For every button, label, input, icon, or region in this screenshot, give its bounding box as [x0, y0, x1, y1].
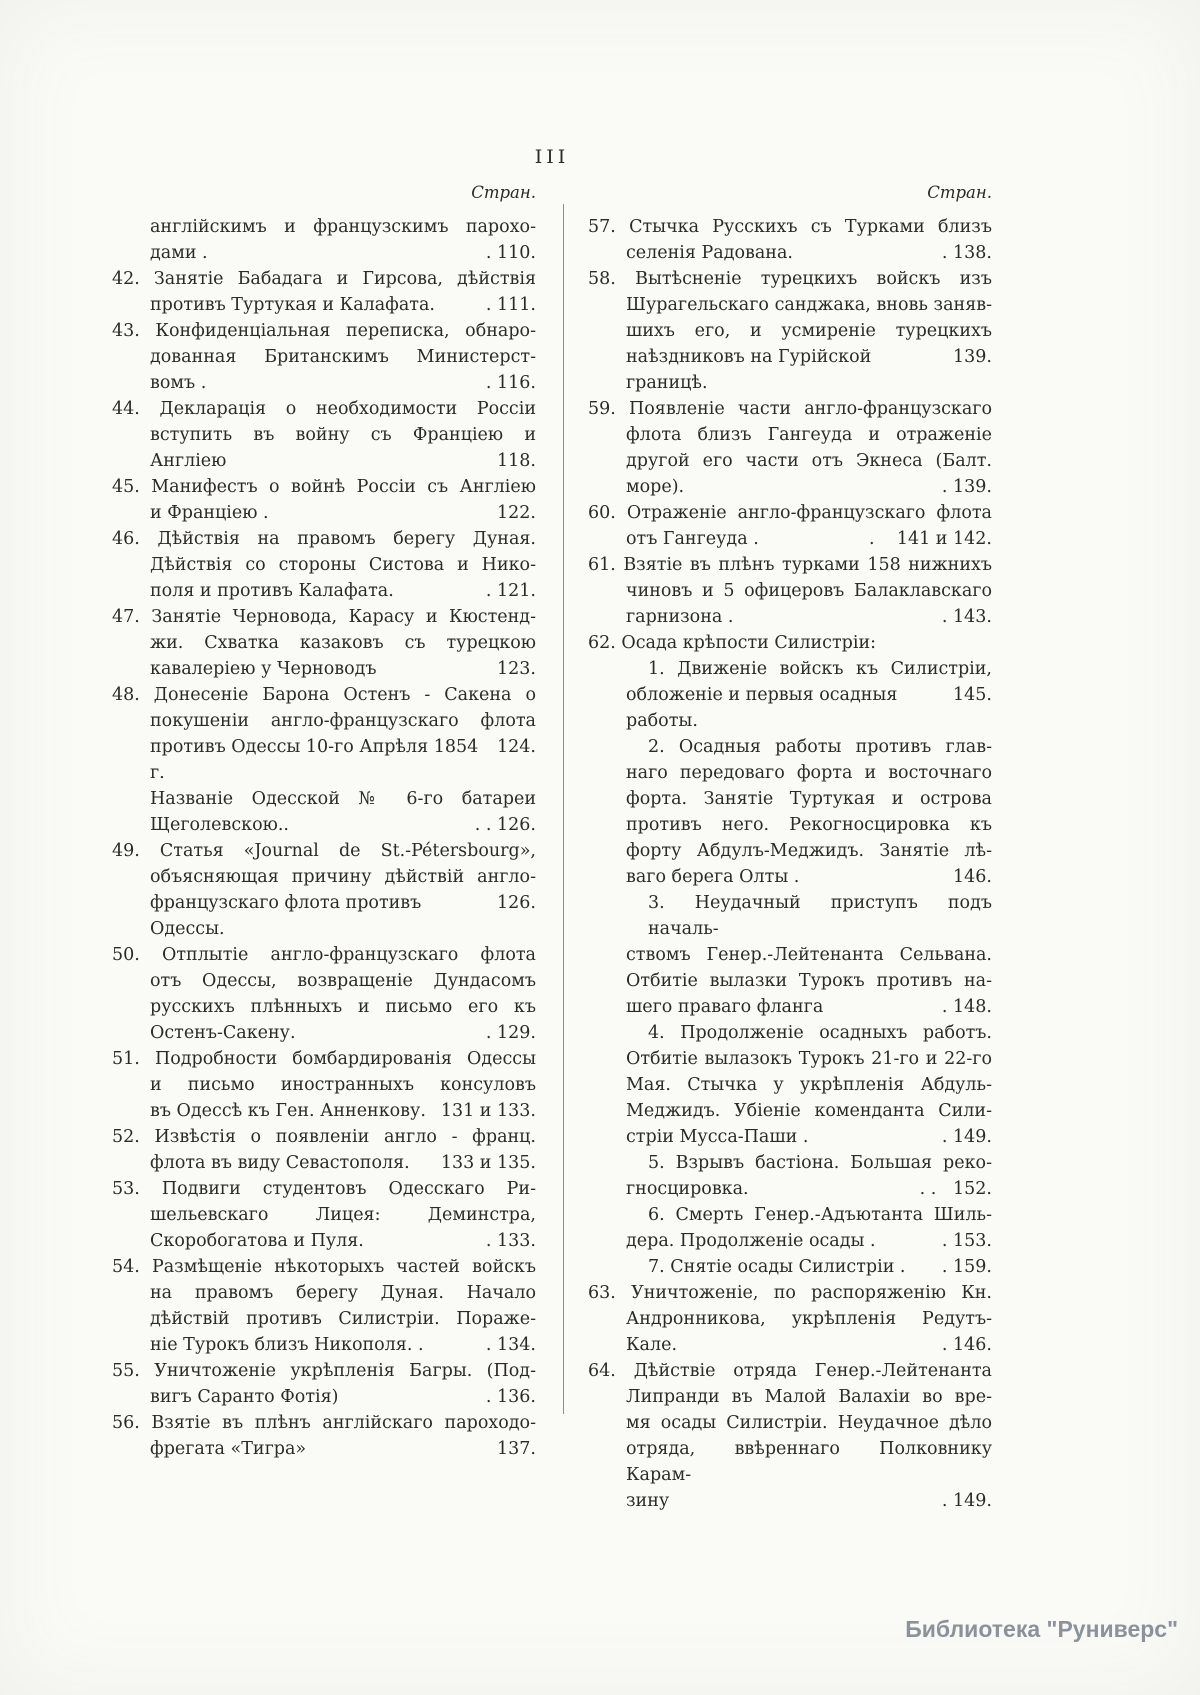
entry-text: гарнизона . [626, 607, 734, 627]
toc-entry [112, 1254, 536, 1358]
entry-text: шихъ его, и усмиреніе турецкихъ [626, 321, 992, 341]
toc-line [112, 422, 536, 448]
entry-text: 64. Дѣйствіе отряда Генер.-Лейтенанта [588, 1361, 992, 1381]
entry-text: 61. Взятіе въ плѣнъ турками 158 нижнихъ [588, 555, 992, 575]
toc-entry [112, 942, 536, 1046]
toc-entry [588, 396, 992, 500]
entry-text: Кале. [626, 1335, 678, 1355]
entry-text: 60. Отраженіе англо-французскаго флота [588, 503, 992, 523]
entry-text: 58. Вытѣсненіе турецкихъ войскъ изъ [588, 269, 992, 289]
entry-text: наѣздниковъ на Гурійской границѣ. [626, 347, 877, 393]
entry-text: противъ Туртукая и Калафата. [150, 295, 435, 315]
entry-text: флота въ виду Севастополя. [150, 1153, 410, 1173]
entry-text: вступить въ войну съ Франціею и [150, 425, 536, 445]
toc-line [112, 656, 536, 682]
toc-line [588, 1332, 992, 1358]
toc-line [112, 396, 536, 422]
entry-text: 51. Подробности бомбардированія Одессы [112, 1049, 536, 1069]
page-number-ref: 118. [497, 451, 536, 471]
entry-text: ваго берега Олты . [626, 867, 800, 887]
toc-line [588, 1124, 992, 1150]
toc-line [588, 1202, 992, 1228]
toc-line [588, 630, 992, 656]
entry-text: ніе Турокъ близъ Никополя. . [150, 1335, 424, 1355]
toc-line [112, 1202, 536, 1228]
entry-text: обложеніе и первыя осадныя работы. [626, 685, 903, 731]
toc-line [588, 1358, 992, 1384]
toc-entry [588, 1280, 992, 1358]
toc-line [588, 266, 992, 292]
toc-line [112, 292, 536, 318]
entry-text: Андронникова, укрѣпленія Редутъ- [626, 1309, 992, 1329]
entry-text: дѣйствій противъ Силистріи. Пораже- [150, 1309, 536, 1329]
toc-entry [112, 1124, 536, 1176]
entry-text: 46. Дѣйствія на правомъ берегу Дуная. [112, 529, 536, 549]
library-watermark: Библиотека "Руниверс" [905, 1616, 1178, 1642]
entry-text: 42. Занятіе Бабадага и Гирсова, дѣйствія [112, 269, 536, 289]
entry-text: 45. Манифестъ о войнѣ Россіи съ Англіею [112, 477, 536, 497]
entry-text: русскихъ плѣнныхъ и письмо его къ [150, 997, 536, 1017]
entry-text: отряда, ввѣреннаго Полковнику Карам- [626, 1439, 998, 1485]
entry-text: шего праваго фланга [626, 997, 824, 1017]
toc-line [112, 370, 536, 396]
entry-text: Щеголевскою.. [150, 815, 289, 835]
entry-text: 48. Донесеніе Барона Остенъ - Сакена о [112, 685, 536, 705]
entry-text: Отбитіе вылазки Турокъ противъ на- [626, 971, 992, 991]
entry-text: 62. Осада крѣпости Силистріи: [588, 633, 877, 653]
entry-text: 47. Занятіе Черновода, Карасу и Кюстенд- [112, 607, 536, 627]
entry-text: отъ Одессы, возвращеніе Дундасомъ [150, 971, 536, 991]
entry-text: и Франціею . [150, 503, 269, 523]
toc-line [112, 214, 536, 240]
toc-entry [112, 318, 536, 396]
toc-line [588, 448, 992, 474]
toc-line [588, 1488, 992, 1514]
toc-line [112, 1176, 536, 1202]
entry-text: 50. Отплытіе англо-французскаго флота [112, 945, 536, 965]
entry-text: флота близъ Гангеуда и отраженіе [626, 425, 992, 445]
entry-text: противъ Одессы 10-го Апрѣля 1854 г. [150, 737, 484, 783]
entry-text: поля и противъ Калафата. [150, 581, 394, 601]
page-number-ref: 145. [953, 685, 992, 705]
toc-line [588, 786, 992, 812]
toc-line [588, 1384, 992, 1410]
entry-text: Отбитіе вылазокъ Турокъ 21-го и 22-го [626, 1049, 992, 1069]
entry-text: 57. Стычка Русскихъ съ Турками близъ [588, 217, 992, 237]
entry-text: англійскимъ и французскимъ парохо- [150, 217, 536, 237]
toc-line [112, 1332, 536, 1358]
page-number-ref: 131 и 133. [440, 1101, 536, 1121]
toc-entry [112, 214, 536, 266]
toc-line [112, 318, 536, 344]
toc-line [588, 526, 992, 552]
toc-line [588, 604, 992, 630]
page-number-ref: 122. [497, 503, 536, 523]
entry-text: на правомъ берегу Дуная. Начало [150, 1283, 536, 1303]
toc-entry [112, 1176, 536, 1254]
page-number-ref: 133 и 135. [440, 1153, 536, 1173]
toc-line [588, 838, 992, 864]
toc-line [588, 890, 998, 942]
toc-line [112, 812, 536, 838]
toc-line [112, 1410, 536, 1436]
toc-line [112, 240, 536, 266]
toc-line [588, 942, 992, 968]
toc-column-right [588, 180, 998, 1514]
toc-entry [588, 500, 992, 552]
toc-line [112, 1358, 536, 1384]
toc-line [588, 1098, 992, 1124]
entry-text: гносцировка. [626, 1179, 749, 1199]
page-number-ref: . 149. [941, 1127, 992, 1147]
toc-line [112, 1072, 536, 1098]
page-number-ref: . 148. [941, 997, 992, 1017]
toc-line [112, 1436, 536, 1462]
toc-line [112, 1046, 536, 1072]
toc-entry [112, 396, 536, 474]
entry-text: 53. Подвиги студентовъ Одесскаго Ри- [112, 1179, 536, 1199]
entry-text: 44. Декларація о необходимости Россіи [112, 399, 536, 419]
entry-text: форту Абдулъ-Меджидъ. Занятіе лѣ- [626, 841, 992, 861]
page-number-ref: . 133. [485, 1231, 536, 1251]
toc-line [112, 1384, 536, 1410]
entry-text: шельевскаго Лицея: Деминстра, [150, 1205, 536, 1225]
toc-entry [112, 604, 536, 682]
page-number-ref: 126. [497, 893, 536, 913]
entry-text: 55. Уничтоженіе укрѣпленія Багры. (Под- [112, 1361, 536, 1381]
entry-text: французскаго флота противъ Одессы. [150, 893, 427, 939]
toc-line [588, 760, 992, 786]
toc-line [588, 656, 992, 682]
entry-text: 56. Взятіе въ плѣнъ англійскаго пароходо- [112, 1413, 536, 1433]
toc-line [112, 734, 536, 786]
toc-line [112, 266, 536, 292]
toc-line [588, 1046, 992, 1072]
toc-line [112, 1098, 536, 1124]
toc-line [588, 1280, 992, 1306]
page-number-ref: . 139. [941, 477, 992, 497]
toc-line [112, 708, 536, 734]
entry-text: вомъ . [150, 373, 207, 393]
entry-text: чиновъ и 5 офицеровъ Балаклавскаго [626, 581, 992, 601]
entry-text: 1. Движеніе войскъ къ Силистріи, [648, 659, 992, 679]
entry-text: отъ Гангеуда . [626, 529, 759, 549]
entry-text: 63. Уничтоженіе, по распоряженію Кн. [588, 1283, 992, 1303]
toc-line [588, 864, 992, 890]
entry-text: 5. Взрывъ бастіона. Большая реко- [648, 1153, 992, 1173]
entry-text: Скоробогатова и Пуля. [150, 1231, 364, 1251]
toc-entry [112, 838, 536, 942]
entry-text: Шурагельскаго санджака, вновь заняв- [626, 295, 992, 315]
toc-line [588, 1176, 992, 1202]
toc-line [112, 1124, 536, 1150]
entry-text: дами . [150, 243, 208, 263]
toc-line [112, 552, 536, 578]
entry-text: 4. Продолженіе осадныхъ работъ. [648, 1023, 992, 1043]
entry-text: 6. Смерть Генер.-Адъютанта Шиль- [648, 1205, 992, 1225]
toc-line [112, 890, 536, 942]
entry-text: покушеніи англо-французскаго флота [150, 711, 536, 731]
entry-text: объясняющая причину дѣйствій англо- [150, 867, 536, 887]
toc-entry [112, 1046, 536, 1124]
entry-text: наго передоваго форта и восточнаго [626, 763, 992, 783]
page-number-ref: . 159. [941, 1257, 992, 1277]
toc-entry [588, 214, 992, 266]
toc-line [112, 578, 536, 604]
toc-line [112, 448, 536, 474]
page-number-ref: 123. [497, 659, 536, 679]
toc-line [112, 1020, 536, 1046]
toc-entry [112, 682, 536, 838]
entry-text: Мая. Стычка у укрѣпленія Абдуль- [626, 1075, 992, 1095]
toc-line [588, 1254, 992, 1280]
page-number-ref: . 149. [941, 1491, 992, 1511]
toc-column-left [112, 180, 536, 1514]
toc-line [112, 968, 536, 994]
entry-text: дованная Британскимъ Министерст- [150, 347, 536, 367]
page-number-ref: . 129. [485, 1023, 536, 1043]
toc-line [112, 1280, 536, 1306]
entry-text: Англіею [150, 451, 227, 471]
toc-line [112, 630, 536, 656]
toc-line [588, 552, 992, 578]
toc-entry [112, 474, 536, 526]
column-header-left: Стран. [471, 183, 536, 202]
toc-line [588, 682, 992, 734]
entry-text: Дѣйствія со стороны Систова и Нико- [150, 555, 536, 575]
entry-text: 2. Осадныя работы противъ глав- [648, 737, 992, 757]
toc-line [588, 968, 992, 994]
toc-line [112, 942, 536, 968]
entry-text: море). [626, 477, 685, 497]
entry-text: 59. Появленіе части англо-французскаго [588, 399, 992, 419]
toc-line [588, 500, 992, 526]
toc-line [112, 526, 536, 552]
toc-line [112, 1254, 536, 1280]
toc-columns [112, 180, 998, 1514]
entry-text: 3. Неудачный приступъ подъ началь- [648, 893, 998, 939]
entry-text: Липранди въ Малой Валахіи во вре- [626, 1387, 992, 1407]
toc-entry [112, 1358, 536, 1410]
page-number-ref: . 141 и 142. [869, 529, 992, 549]
toc-line [588, 214, 992, 240]
entry-text: стріи Мусса-Паши . [626, 1127, 809, 1147]
page-number-ref: . 153. [941, 1231, 992, 1251]
toc-line [112, 1306, 536, 1332]
toc-line [112, 500, 536, 526]
entry-text: фрегата «Тигра» [150, 1439, 307, 1459]
entry-text: 52. Извѣстія о появленіи англо - франц. [112, 1127, 536, 1147]
entry-text: 43. Конфиденціальная переписка, обнаро- [112, 321, 536, 341]
entry-text: мя осады Силистріи. Неудачное дѣло [626, 1413, 992, 1433]
page-number-ref: . . 126. [474, 815, 536, 835]
page-number-ref: . 121. [485, 581, 536, 601]
page-number-ref: . 136. [485, 1387, 536, 1407]
entry-text: противъ него. Рекогносцировка къ [626, 815, 992, 835]
entry-text: жи. Схватка казаковъ съ турецкою [150, 633, 536, 653]
toc-line [588, 1436, 998, 1488]
entry-text: Остенъ-Сакену. [150, 1023, 296, 1043]
toc-line [588, 812, 992, 838]
page-number-ref: . 111. [485, 295, 536, 315]
toc-line [112, 786, 536, 812]
toc-line [588, 1306, 992, 1332]
toc-line [588, 1228, 992, 1254]
toc-entry [112, 526, 536, 604]
toc-line [112, 344, 536, 370]
toc-line [112, 682, 536, 708]
page-number-ref: . 138. [941, 243, 992, 263]
toc-line [588, 994, 992, 1020]
toc-line [112, 994, 536, 1020]
toc-line [112, 474, 536, 500]
entry-text: зину [626, 1491, 670, 1511]
toc-entry [588, 552, 992, 630]
entry-text: Меджидъ. Убіеніе коменданта Сили- [626, 1101, 992, 1121]
page-number-ref: 146. [953, 867, 992, 887]
page-number-ref: . 134. [485, 1335, 536, 1355]
toc-line [588, 1020, 992, 1046]
entry-text: 54. Размѣщеніе нѣкоторыхъ частей войскъ [112, 1257, 536, 1277]
page-number-top: III [534, 146, 570, 168]
toc-line [112, 1150, 536, 1176]
toc-line [588, 1410, 992, 1436]
page-number-ref: 124. [497, 737, 536, 757]
toc-line [588, 422, 992, 448]
page-number-ref: . . 152. [919, 1179, 992, 1199]
column-header-right: Стран. [927, 183, 992, 202]
entry-text: ствомъ Генер.-Лейтенанта Сельвана. [626, 945, 992, 965]
toc-line [588, 578, 992, 604]
toc-line [112, 838, 536, 864]
entry-text: 49. Статья «Journal de St.-Pétersbourg», [112, 841, 536, 861]
entry-text: вигъ Саранто Фотія) [150, 1387, 339, 1407]
toc-line [588, 1150, 992, 1176]
toc-line [588, 240, 992, 266]
toc-entry [588, 1358, 998, 1514]
entry-text: и письмо иностранныхъ консуловъ [150, 1075, 536, 1095]
toc-line [588, 734, 992, 760]
page-number-ref: . 116. [485, 373, 536, 393]
toc-entry [588, 630, 998, 1280]
entry-text: кавалеріею у Черноводъ [150, 659, 377, 679]
toc-line [588, 474, 992, 500]
column-divider-rule [563, 204, 564, 1414]
page-number-ref: 139. [953, 347, 992, 367]
toc-line [112, 604, 536, 630]
toc-line [588, 318, 992, 344]
toc-line [588, 1072, 992, 1098]
entry-text: селенія Радована. [626, 243, 793, 263]
entry-text: Названіе Одесской № 6-го батареи [150, 789, 536, 809]
toc-entries-right [588, 214, 998, 1514]
entry-text: 7. Снятіе осады Силистріи . [648, 1257, 906, 1277]
toc-entry [112, 1410, 536, 1462]
toc-entry [588, 266, 992, 396]
entry-text: въ Одессѣ къ Ген. Анненкову. [150, 1101, 426, 1121]
entry-text: форта. Занятіе Туртукая и острова [626, 789, 992, 809]
page-number-ref: . 146. [941, 1335, 992, 1355]
toc-line [588, 292, 992, 318]
page-number-ref: . 110. [485, 243, 536, 263]
page-number-ref: . 143. [941, 607, 992, 627]
toc-line [112, 864, 536, 890]
page-number-ref: 137. [497, 1439, 536, 1459]
entry-text: дера. Продолженіе осады . [626, 1231, 876, 1251]
toc-entry [112, 266, 536, 318]
toc-entries-left [112, 214, 536, 1462]
toc-line [588, 344, 992, 396]
toc-line [112, 1228, 536, 1254]
entry-text: другой его части отъ Экнеса (Балт. [626, 451, 992, 471]
toc-line [588, 396, 992, 422]
